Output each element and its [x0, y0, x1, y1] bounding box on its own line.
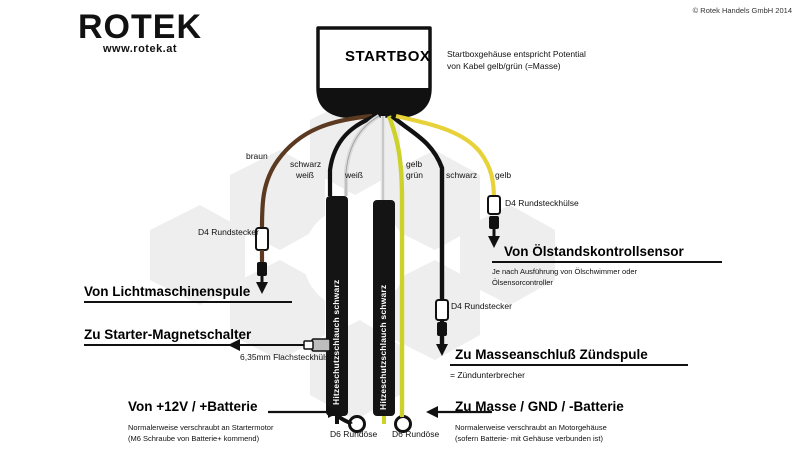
label-d6-rundoese-left: D6 Rundöse — [330, 429, 378, 439]
label-weiss: weiß — [345, 170, 363, 180]
startbox-title: STARTBOX — [345, 48, 431, 65]
label-braun: braun — [246, 151, 268, 161]
label-d6-rundoese-right: D6 Rundöse — [392, 429, 440, 439]
label-gruen: grün — [406, 170, 424, 180]
label-heat-sleeve-right: Hitzeschutzschlauch schwarz — [378, 284, 388, 410]
callout-starter-magnetschalter: Zu Starter-Magnetschalter — [84, 327, 252, 342]
logo-brand: ROTEK — [78, 8, 202, 46]
callout-masse-gnd-sub-2: (sofern Batterie- mit Gehäuse verbunden ist) — [455, 434, 603, 443]
label-weiss-pair: weiß — [296, 170, 314, 180]
callout-oelsensor-sub-2: Ölsensorcontroller — [492, 278, 553, 287]
label-gelb-2: gelb — [495, 170, 512, 180]
callout-masseanschluss: Zu Masseanschluß Zündspule — [455, 347, 648, 362]
label-d4-rundstecker-right: D4 Rundstecker — [451, 301, 512, 311]
callout-masse-gnd-sub-1: Normalerweise verschraubt an Motorgehäuse — [455, 423, 607, 432]
callout-12v-sub-2: (M6 Schraube von Batterie+ kommend) — [128, 434, 260, 443]
label-d4-rundstecker-left: D4 Rundstecker — [198, 227, 259, 237]
callout-12v-sub-1: Normalerweise verschraubt an Startermotor — [128, 423, 274, 432]
startbox-note-line2: von Kabel gelb/grün (=Masse) — [447, 61, 561, 71]
startbox-housing — [318, 28, 430, 116]
callout-lichtmaschinenspule: Von Lichtmaschinenspule — [84, 284, 251, 299]
d4-rundstecker-right-connector — [436, 300, 448, 336]
callout-oelsensor-sub-1: Je nach Ausführung von Ölschwimmer oder — [492, 267, 638, 276]
label-gelb-1: gelb — [406, 159, 423, 169]
callout-masseanschluss-sub: = Zündunterbrecher — [450, 370, 525, 380]
label-flachsteckhuelse: 6,35mm Flachsteckhülse — [240, 352, 335, 362]
flachsteckhuelse-connector — [304, 339, 330, 351]
callout-12v: Von +12V / +Batterie — [128, 399, 258, 414]
callout-oelstandskontrollsensor: Von Ölstandskontrollsensor — [504, 244, 684, 259]
label-d4-rundsteckhuelse: D4 Rundsteckhülse — [505, 198, 579, 208]
copyright-text: © Rotek Handels GmbH 2014 — [692, 6, 792, 15]
d4-rundsteckhuelse-connector — [488, 196, 500, 229]
callout-masse-gnd: Zu Masse / GND / -Batterie — [455, 399, 624, 414]
startbox-note-line1: Startboxgehäuse entspricht Potential — [447, 49, 586, 59]
label-schwarz-pair: schwarz — [290, 159, 322, 169]
arrow-gnd-head — [426, 406, 438, 418]
rotek-logo — [78, 8, 202, 55]
label-heat-sleeve-left: Hitzeschutzschlauch schwarz — [331, 279, 341, 405]
label-schwarz: schwarz — [446, 170, 478, 180]
logo-url: www.rotek.at — [102, 43, 178, 55]
